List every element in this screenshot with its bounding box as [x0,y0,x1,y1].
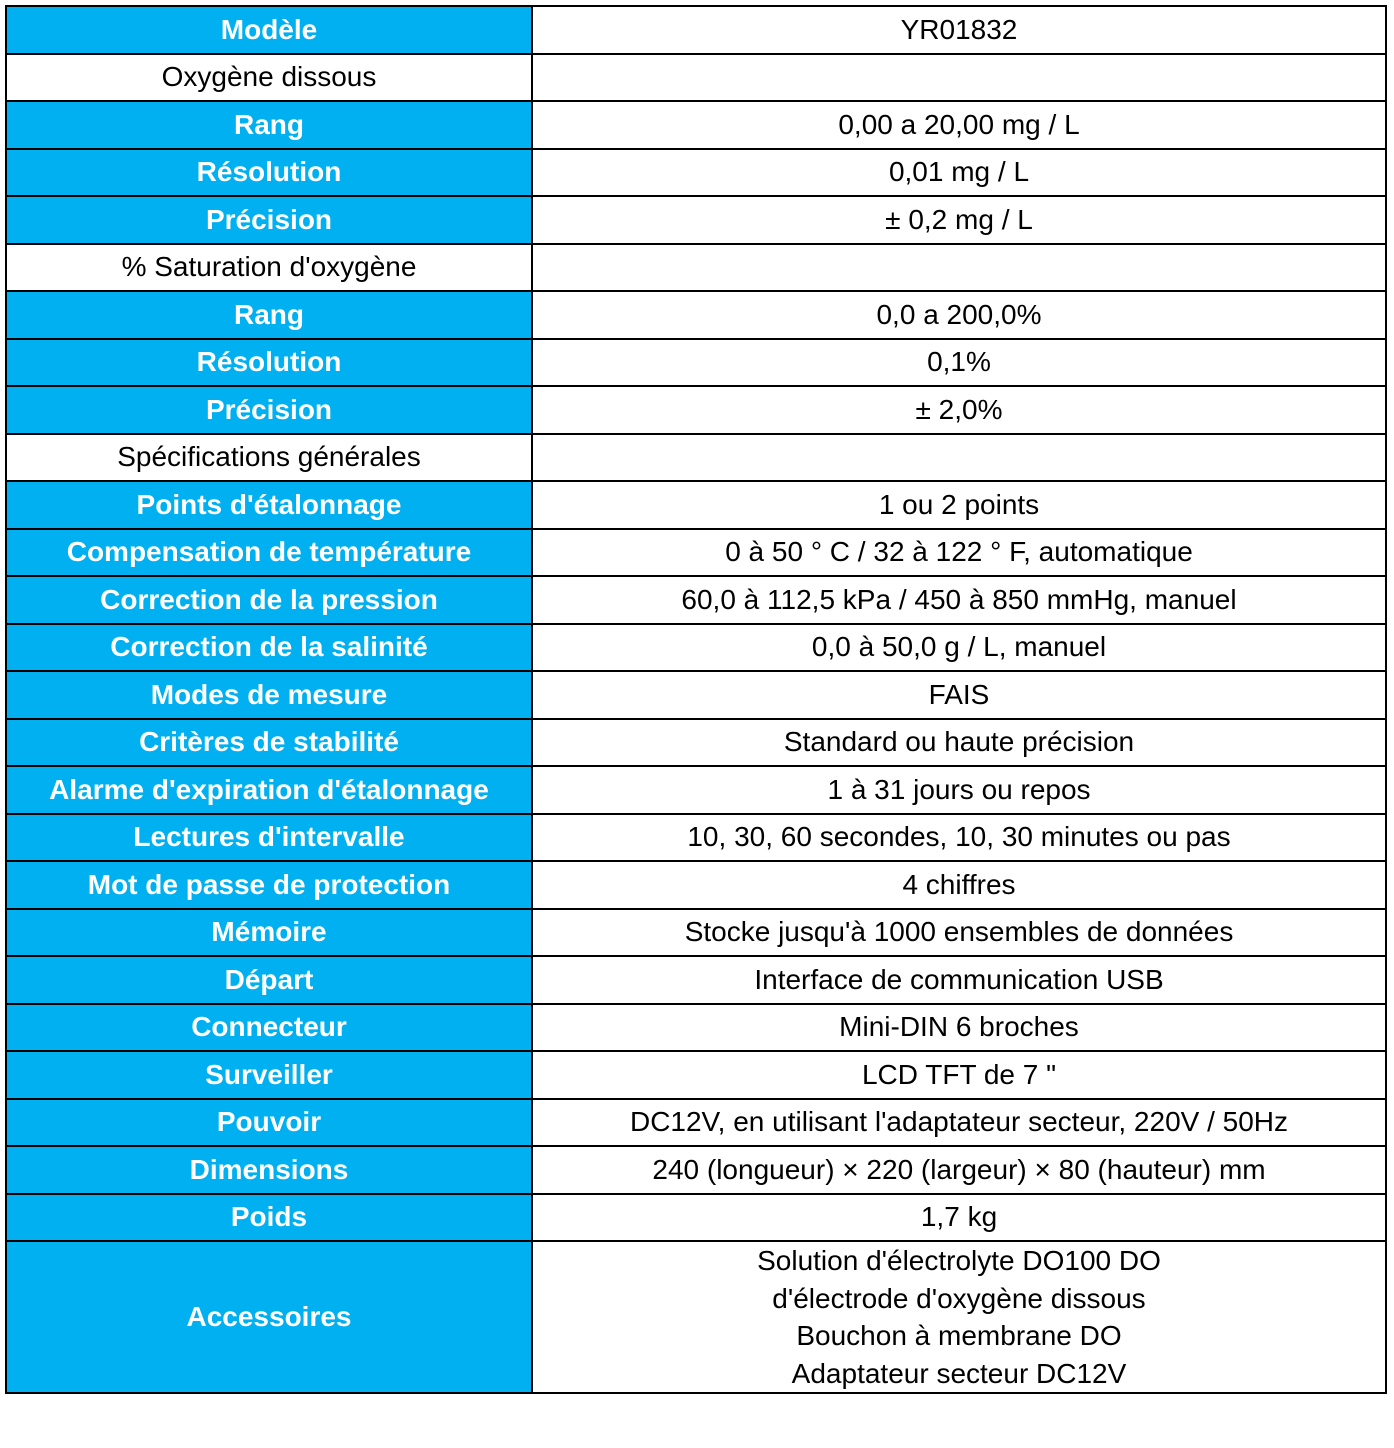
spec-label: Points d'étalonnage [6,481,532,529]
spec-value: 1 ou 2 points [532,481,1386,529]
spec-label: Surveiller [6,1051,532,1099]
spec-row [6,339,1386,387]
spec-label: Mot de passe de protection [6,861,532,909]
spec-row [6,386,1386,434]
spec-row [6,1194,1386,1242]
spec-row [6,1146,1386,1194]
section-header-row [6,54,1386,102]
spec-label: Critères de stabilité [6,719,532,767]
section-header-row [6,434,1386,482]
accessory-line: Adaptateur secteur DC12V [791,1357,1127,1389]
spec-value: 4 chiffres [532,861,1386,909]
section-header-row [6,244,1386,292]
accessories-label: Accessoires [6,1241,532,1393]
spec-value: Standard ou haute précision [532,719,1386,767]
section-title: Spécifications générales [6,434,532,482]
spec-row [6,101,1386,149]
spec-label: Précision [6,386,532,434]
spec-label: Résolution [6,149,532,197]
accessory-line: Bouchon à membrane DO [796,1320,1122,1351]
spec-value: ± 2,0% [532,386,1386,434]
spec-value: LCD TFT de 7 " [532,1051,1386,1099]
spec-row [6,719,1386,767]
spec-row [6,671,1386,719]
spec-value: 0,1% [532,339,1386,387]
spec-label: Rang [6,101,532,149]
spec-label: Connecteur [6,1004,532,1052]
spec-value: 240 (longueur) × 220 (largeur) × 80 (hauteur) mm [532,1146,1386,1194]
spec-value: 0 à 50 ° C / 32 à 122 ° F, automatique [532,529,1386,577]
spec-value: 60,0 à 112,5 kPa / 450 à 850 mmHg, manuel [532,576,1386,624]
spec-row [6,1004,1386,1052]
spec-value: 1,7 kg [532,1194,1386,1242]
spec-label: Correction de la salinité [6,624,532,672]
spec-value: 0,00 a 20,00 mg / L [532,101,1386,149]
spec-label: Alarme d'expiration d'étalonnage [6,766,532,814]
spec-table [5,5,1387,1394]
spec-label: Lectures d'intervalle [6,814,532,862]
spec-value: Interface de communication USB [532,956,1386,1004]
spec-value: 10, 30, 60 secondes, 10, 30 minutes ou pas [532,814,1386,862]
spec-row [6,766,1386,814]
accessories-value [532,1241,1386,1393]
spec-row [6,956,1386,1004]
spec-label: Mémoire [6,909,532,957]
spec-label: Pouvoir [6,1099,532,1147]
accessory-line: d'électrode d'oxygène dissous [772,1282,1146,1314]
spec-label: Poids [6,1194,532,1242]
spec-row [6,576,1386,624]
spec-row [6,529,1386,577]
spec-row [6,1099,1386,1147]
spec-value: YR01832 [532,6,1386,54]
spec-label: Départ [6,956,532,1004]
spec-value: 0,0 à 50,0 g / L, manuel [532,624,1386,672]
section-title: % Saturation d'oxygène [6,244,532,292]
spec-label: Modes de mesure [6,671,532,719]
spec-value: 0,01 mg / L [532,149,1386,197]
spec-table-body [6,6,1386,1393]
spec-value: Mini-DIN 6 broches [532,1004,1386,1052]
accessories-row [6,1241,1386,1393]
spec-row [6,149,1386,197]
spec-row [6,814,1386,862]
spec-value: FAIS [532,671,1386,719]
spec-value: ± 0,2 mg / L [532,196,1386,244]
spec-row [6,1051,1386,1099]
spec-row [6,6,1386,54]
spec-value: 1 à 31 jours ou repos [532,766,1386,814]
section-empty-cell [532,434,1386,482]
spec-row [6,481,1386,529]
spec-label: Compensation de température [6,529,532,577]
spec-label: Résolution [6,339,532,387]
spec-row [6,624,1386,672]
spec-value: 0,0 a 200,0% [532,291,1386,339]
section-title: Oxygène dissous [6,54,532,102]
section-empty-cell [532,54,1386,102]
spec-value: DC12V, en utilisant l'adaptateur secteur, 220V / 50Hz [532,1099,1386,1147]
spec-label: Rang [6,291,532,339]
spec-row [6,861,1386,909]
spec-row [6,909,1386,957]
spec-value: Stocke jusqu'à 1000 ensembles de données [532,909,1386,957]
spec-label: Précision [6,196,532,244]
spec-label: Dimensions [6,1146,532,1194]
section-empty-cell [532,244,1386,292]
spec-label: Modèle [6,6,532,54]
spec-row [6,196,1386,244]
accessory-line: Solution d'électrolyte DO100 DO [757,1245,1161,1276]
spec-row [6,291,1386,339]
spec-label: Correction de la pression [6,576,532,624]
